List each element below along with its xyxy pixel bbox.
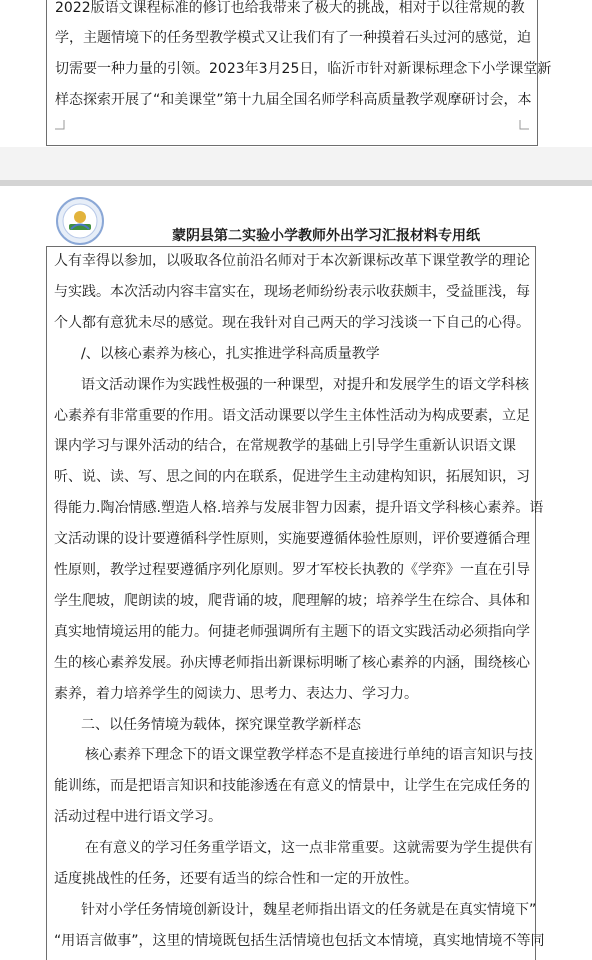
text-line: 真实地情境运用的能力。何捷老师强调所有主题下的语文实践活动必须指向学 bbox=[54, 624, 530, 640]
text-line: 与实践。本次活动内容丰富实在，现场老师纷纷表示收获颇丰，受益匪浅，每 bbox=[54, 284, 530, 300]
text-line: 个人都有意犹未尽的感觉。现在我针对自己两天的学习浅谈一下自己的心得。 bbox=[54, 315, 530, 331]
text-line: 在有意义的学习任务重学语文，这一点非常重要。这就需要为学生提供有 bbox=[85, 840, 533, 856]
text-line: 语文活动课作为实践性极强的一种课型，对提升和发展学生的语文学科核 bbox=[81, 377, 529, 393]
previous-page bbox=[46, 0, 552, 146]
crop-mark-bottom-left bbox=[55, 120, 65, 130]
text-line: 2022版语文课程标准的修订也给我带来了极大的挑战，相对于以往常规的教 bbox=[55, 0, 525, 16]
text-line: 适度挑战性的任务，还要有适当的综合性和一定的开放性。 bbox=[54, 871, 418, 887]
text-line: 活动过程中进行语文学习。 bbox=[54, 809, 222, 825]
text-line: 样态探索开展了“和美课堂”第十九届全国名师学科高质量教学观摩研讨会，本 bbox=[55, 92, 532, 108]
text-line: 听、说、读、写、思之间的内在联系，促进学生主动建构知识，拓展知识，习 bbox=[54, 469, 530, 485]
page-header-title: 蒙阴县第二实验小学教师外出学习汇报材料专用纸 bbox=[172, 228, 480, 244]
text-line: 生的核心素养发展。孙庆博老师指出新课标明晰了核心素养的内涵，围绕核心 bbox=[54, 655, 530, 671]
current-page bbox=[0, 186, 592, 960]
text-line: 课内学习与课外活动的结合，在常规教学的基础上引导学生重新认识语文课 bbox=[54, 438, 516, 454]
text-line: /、以核心素养为核心，扎实推进学科高质量教学 bbox=[81, 346, 380, 362]
text-line: 人有幸得以参加，以吸取各位前沿名师对于本次新课标改革下课堂教学的理论 bbox=[54, 253, 530, 269]
text-line: 文活动课的设计要遵循科学性原则，实施要遵循体验性原则，评价要遵循合理 bbox=[54, 531, 530, 547]
text-line: 心素养有非常重要的作用。语文活动课要以学生主体性活动为构成要素，立足 bbox=[54, 408, 530, 424]
text-line: 能训练，而是把语言知识和技能渗透在有意义的情景中，让学生在完成任务的 bbox=[54, 778, 530, 794]
text-line: 针对小学任务情境创新设计，魏星老师指出语文的任务就是在真实情境下” bbox=[81, 902, 537, 918]
text-line: “用语言做事”，这里的情境既包括生活情境也包括文本情境，真实地情境不等同 bbox=[54, 933, 545, 949]
text-line: 性原则，教学过程要遵循序列化原则。罗才军校长执教的《学弈》一直在引导 bbox=[54, 562, 530, 578]
document-body bbox=[46, 246, 545, 960]
text-line: 学生爬坡，爬朗读的坡，爬背诵的坡，爬理解的坡；培养学生在综合、具体和 bbox=[54, 593, 530, 609]
crop-mark-bottom-right bbox=[519, 120, 529, 130]
text-line: 切需要一种力量的引领。2023年3月25日，临沂市针对新课标理念下小学课堂新 bbox=[55, 61, 552, 77]
school-emblem-icon bbox=[55, 196, 105, 246]
text-line: 学，主题情境下的任务型教学模式又让我们有了一种摸着石头过河的感觉，迫 bbox=[55, 30, 531, 46]
text-line: 核心素养下理念下的语文课堂教学样态不是直接进行单纯的语言知识与技 bbox=[85, 747, 533, 763]
text-line: 二、以任务情境为载体，探究课堂教学新样态 bbox=[81, 717, 361, 733]
text-line: 素养，着力培养学生的阅读力、思考力、表达力、学习力。 bbox=[54, 686, 418, 702]
text-line: 得能力.陶冶情感.塑造人格.培养与发展非智力因素，提升语文学科核心素养。语 bbox=[54, 500, 544, 516]
